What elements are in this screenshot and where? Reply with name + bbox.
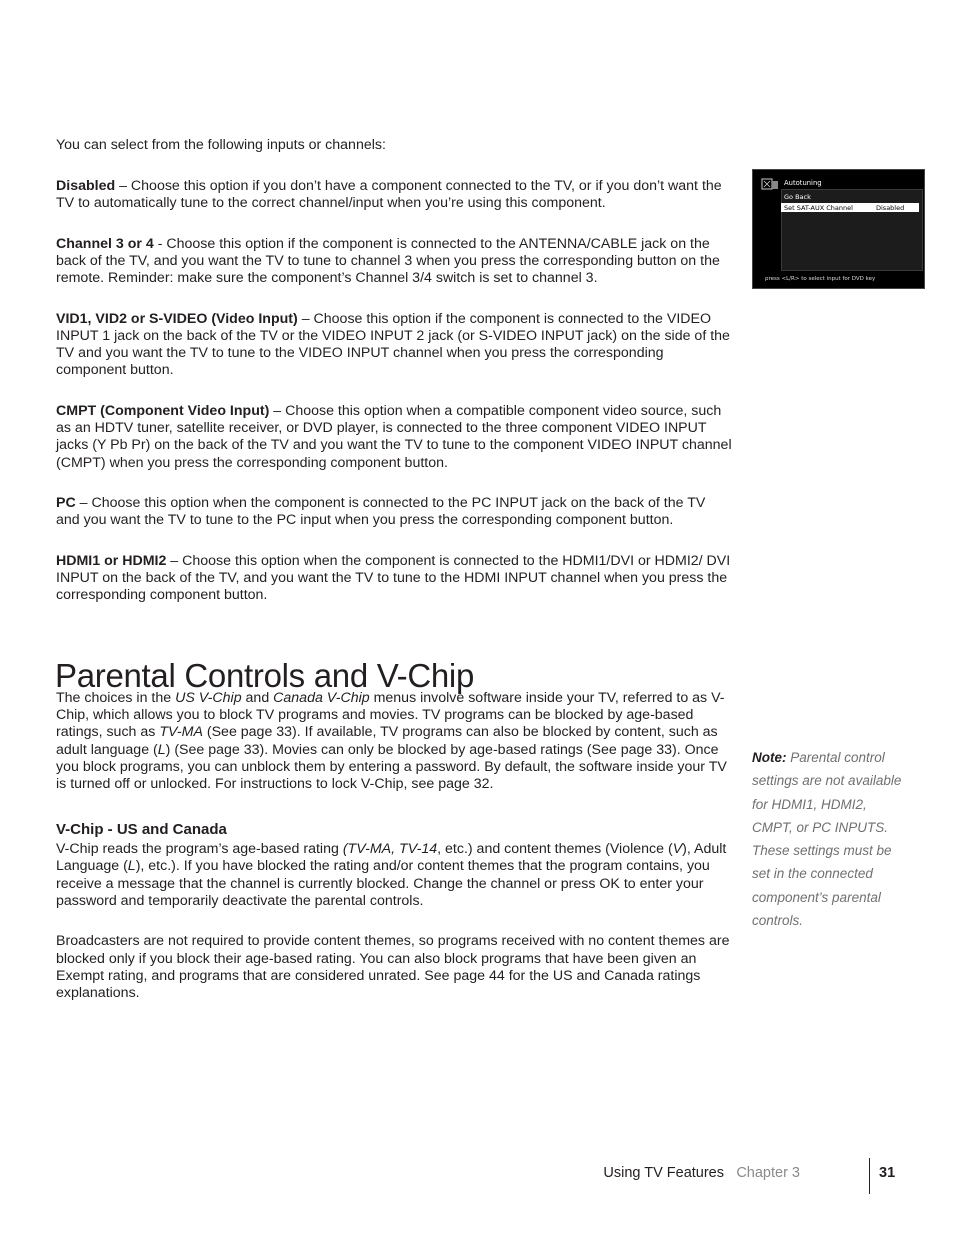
- subsection-heading: V-Chip - US and Canada: [56, 821, 227, 839]
- parental-intro-paragraph: The choices in the US V-Chip and Canada V-Chip menus involve software inside your TV, referred to as V-Chip, which allows you to block TV programs and movies. TV programs can be blocked by age-based ratings, such as TV-MA (See page 33). If available, TV programs can also be blocked by content, such as adult language (L) (See page 33). Movies can only be blocked by age-based ratings (See page 33). Once you block programs, you can unblock them by entering a password. By default, the software inside your TV is turned off or unlocked. For instructions to lock V-Chip, see page 32.: [56, 690, 727, 793]
- tv-menu-item-selected: Set SAT-AUX Channel Disabled: [781, 203, 919, 212]
- tv-menu-hint: press <L/R> to select input for DVD key: [765, 276, 876, 282]
- page-number: 31: [879, 1165, 896, 1181]
- tv-menu-screenshot: [752, 169, 925, 289]
- tv-menu-title: Autotuning: [784, 179, 822, 187]
- broadcasters-paragraph: Broadcasters are not required to provide content themes, so programs received with no content themes are blocked only if you block their age-based rating. You can also block programs that have been given an Exempt rating, and programs that are considered unrated. See page 44 for the US and Canada ratings explanations.: [56, 933, 730, 1002]
- section-heading: Parental Controls and V-Chip: [55, 657, 475, 694]
- note-label: Note:: [752, 750, 787, 765]
- intro-paragraph: You can select from the following inputs or channels:: [56, 137, 386, 153]
- tv-menu-item-go-back: Go Back: [784, 193, 811, 201]
- footer-section: Using TV Features: [603, 1165, 724, 1181]
- footer-chapter: Chapter 3: [736, 1165, 800, 1181]
- option-channel-3-4: Channel 3 or 4 - Choose this option if the component is connected to the ANTENNA/CABLE jack on the back of the TV, and you want the TV to tune to channel 3 when you press the corresponding button on the remote. Reminder: make sure the component’s Channel 3/4 switch is set to channel 3.: [56, 235, 720, 287]
- vchip-paragraph: V-Chip reads the program’s age-based rating (TV-MA, TV-14, etc.) and content themes (Violence (V), Adult Language (L), etc.). If you have blocked the rating and/or content themes that the program contains, you receive a message that the channel is currently blocked. Change the channel or press OK to enter your password and temporarily deactivate the parental controls.: [56, 841, 727, 909]
- option-video-input: VID1, VID2 or S-VIDEO (Video Input) – Choose this option if the component is connected to the VIDEO INPUT 1 jack on the back of the TV or the VIDEO INPUT 2 jack (or S-VIDEO INPUT jack) on the side of the TV and you want the TV to tune to the VIDEO INPUT channel when you press the corresponding component button.: [56, 310, 730, 379]
- tv-settings-icon: [761, 177, 779, 191]
- input-options-list: [56, 178, 732, 628]
- tv-menu-panel: [781, 189, 923, 271]
- option-hdmi: HDMI1 or HDMI2 – Choose this option when the component is connected to the HDMI1/DVI or HDMI2/ DVI INPUT on the back of the TV, and you want the TV to tune to the HDMI INPUT channel when you press the corresponding component button.: [56, 553, 731, 604]
- note-text: Parental control settings are not available for HDMI1, HDMI2, CMPT, or PC INPUTS. These settings must be set in the connected component’s parental controls.: [752, 750, 902, 929]
- side-note: [752, 746, 902, 932]
- page-footer: [600, 1164, 900, 1196]
- option-component-input: CMPT (Component Video Input) – Choose this option when a compatible component video source, such as an HDTV tuner, satellite receiver, or DVD player, is connected to the three component VIDEO INPUT jacks (Y Pb Pr) on the back of the TV and you want the TV to tune to the component VIDEO INPUT channel (CMPT) when you press the corresponding component button.: [56, 403, 732, 471]
- footer-divider: [869, 1158, 870, 1194]
- option-pc: PC – Choose this option when the component is connected to the PC INPUT jack on the back of the TV and you want the TV to tune to the PC input when you press the corresponding component button.: [56, 495, 706, 529]
- parental-controls-section: [56, 690, 732, 1002]
- option-disabled: Disabled – Choose this option if you don’t have a component connected to the TV, or if you don’t want the TV to automatically tune to the correct channel/input when you’re using this component.: [56, 178, 722, 212]
